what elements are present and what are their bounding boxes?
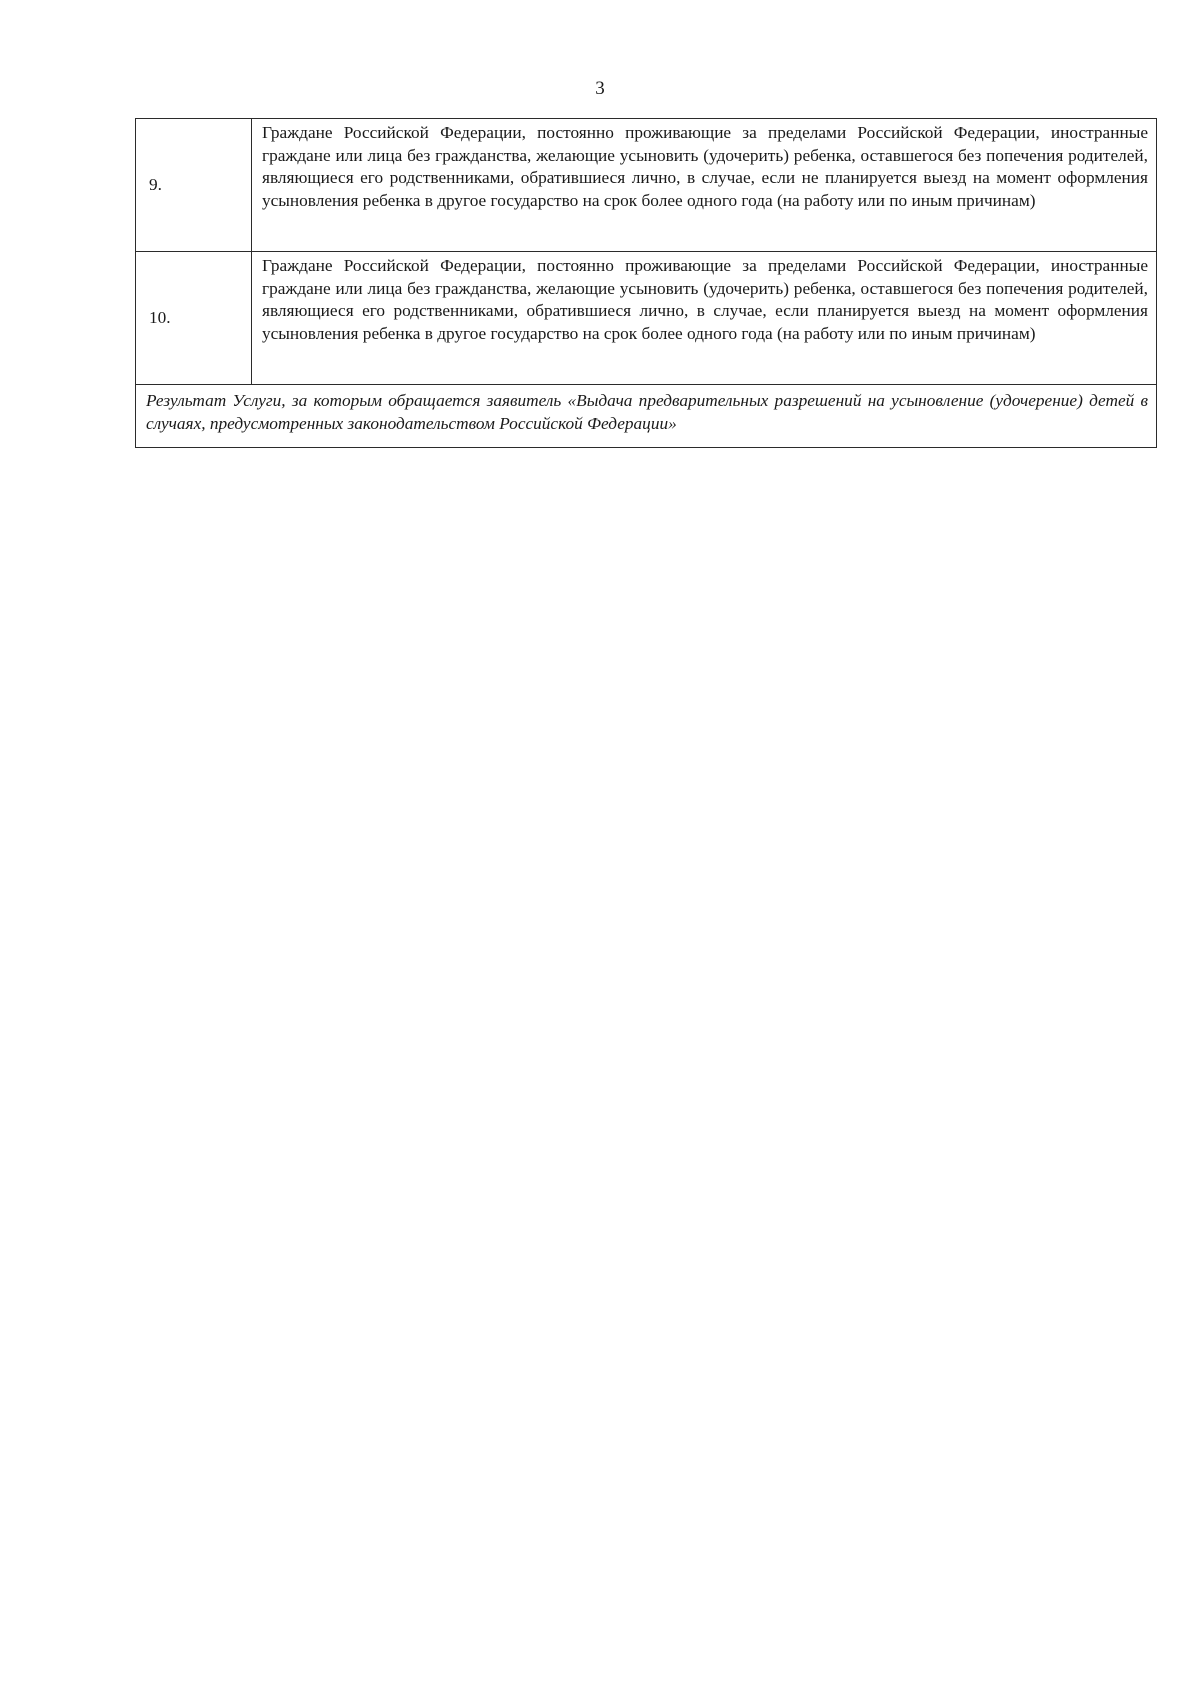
service-result-text: Результат Услуги, за которым обращается заявитель «Выдача предварительных разрешений на усыновление (удочерение) детей в случаях, предусмотренных законодательством Российской Федерации»: [136, 385, 1157, 448]
row-number: 9.: [136, 119, 252, 252]
result-row: [136, 385, 1157, 448]
table-row: [136, 119, 1157, 252]
applicants-table: [135, 118, 1157, 448]
row-number: 10.: [136, 252, 252, 385]
page-number: 3: [595, 78, 605, 99]
row-description: Граждане Российской Федерации, постоянно проживающие за пределами Российской Федерации, иностранные граждане или лица без гражданства, желающие усыновить (удочерить) ребенка, оставшегося без попечения родителей, являющиеся его родственниками, обратившиеся лично, в случае, если не планируется выезд на момент оформления усыновления ребенка в другое государство на срок более одного года (на работу или по иным причинам): [252, 119, 1157, 252]
row-description: Граждане Российской Федерации, постоянно проживающие за пределами Российской Федерации, иностранные граждане или лица без гражданства, желающие усыновить (удочерить) ребенка, оставшегося без попечения родителей, являющиеся его родственниками, обратившиеся лично, в случае, если планируется выезд на момент оформления усыновления ребенка в другое государство на срок более одного года (на работу или по иным причинам): [252, 252, 1157, 385]
table-row: [136, 252, 1157, 385]
